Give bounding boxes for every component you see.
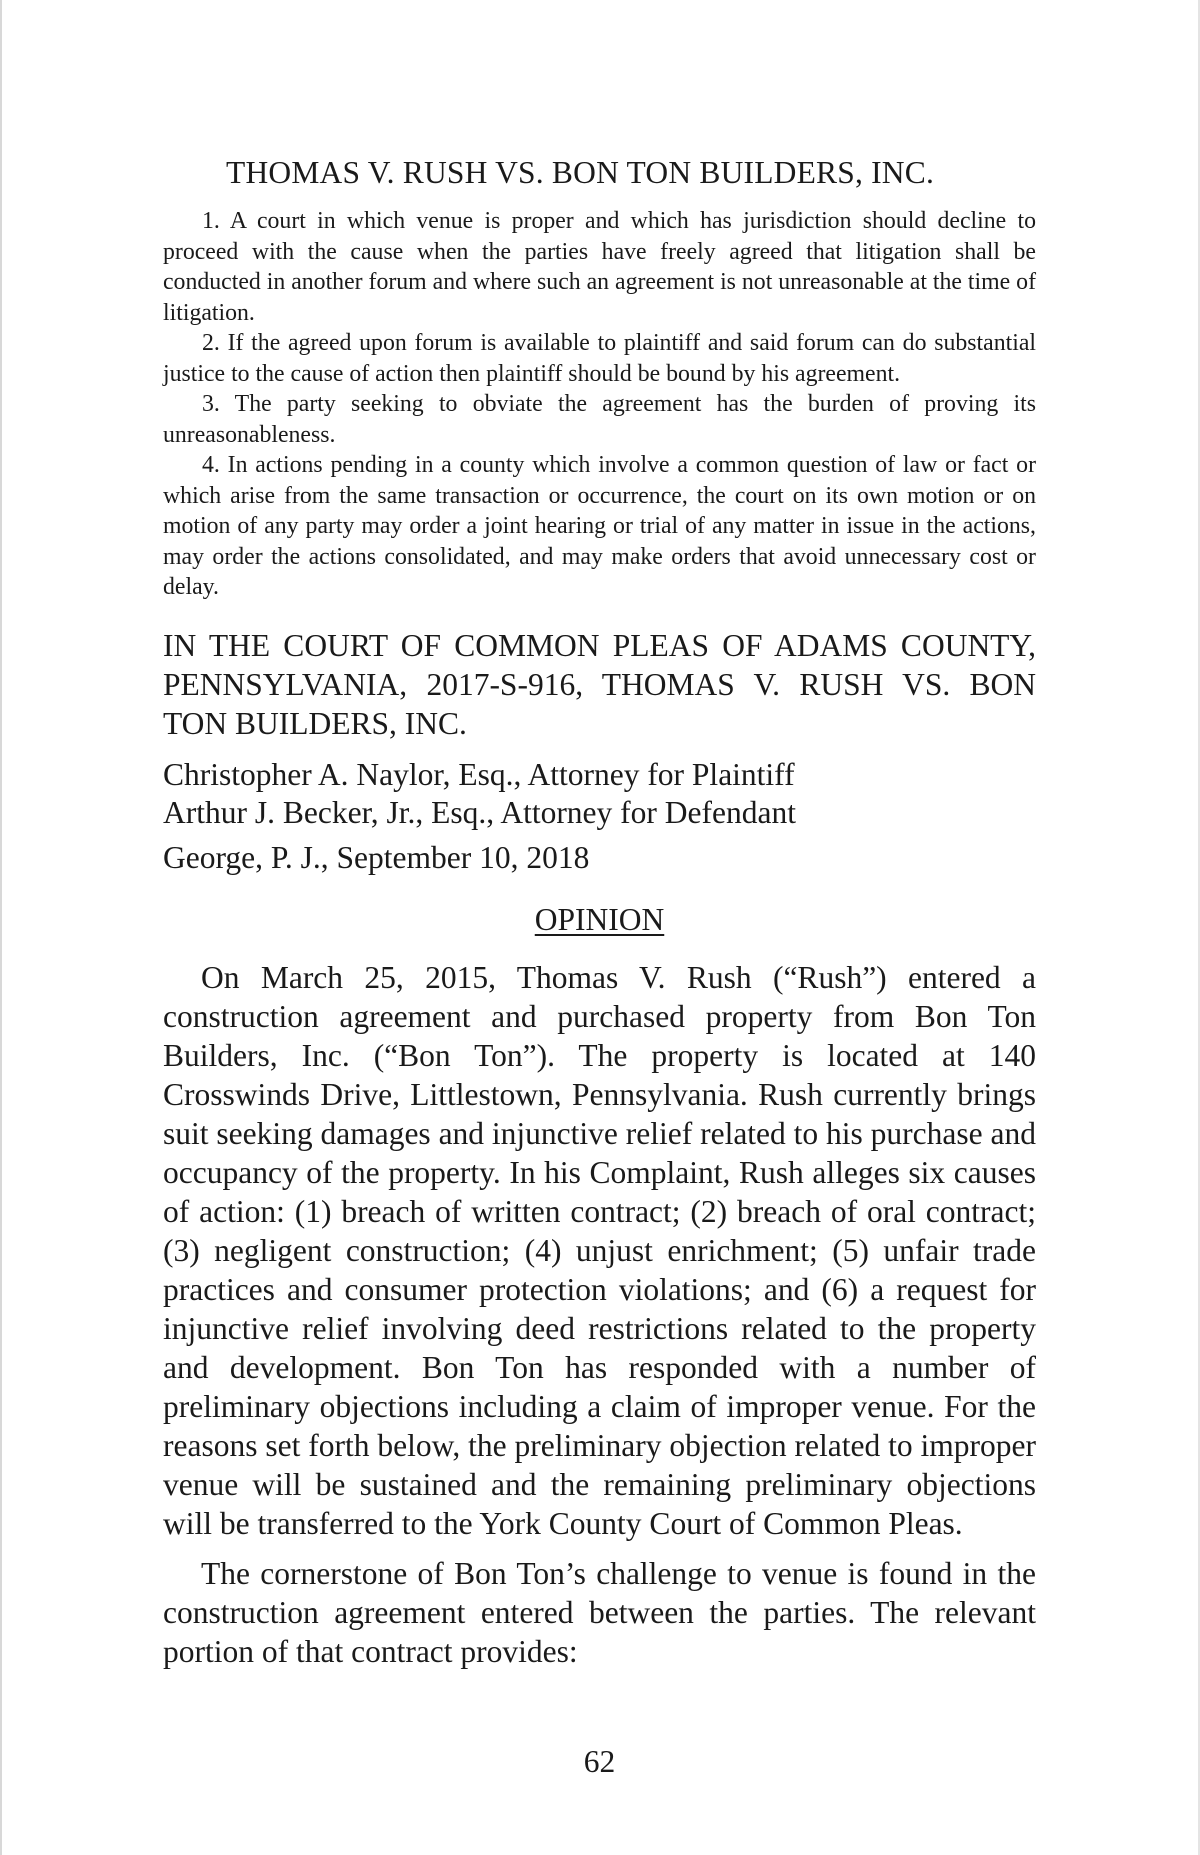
opinion-heading [163, 900, 1036, 940]
judge-date-line: George, P. J., September 10, 2018 [163, 840, 590, 875]
syllabus-point-1: 1. A court in which venue is proper and which has jurisdiction should decline to proceed with the cause when the parties have freely agreed that litigation shall be conducted in another forum and where such an agreement is not unreasonable at the time of litigation. [163, 208, 1036, 326]
counsel-block [163, 756, 1036, 831]
body-paragraph-2: The cornerstone of Bon Ton’s challenge to venue is found in the construction agreement entered between the parties. The relevant portion of that contract provides: [163, 1556, 1036, 1669]
defendant-attorney: Arthur J. Becker, Jr., Esq., Attorney for Defendant [163, 794, 796, 830]
opinion-body [163, 958, 1036, 1671]
syllabus-point-2: 2. If the agreed upon forum is available to plaintiff and said forum can do substantial justice to the cause of action then plaintiff should be bound by his agreement. [163, 330, 1036, 387]
plaintiff-attorney: Christopher A. Naylor, Esq., Attorney for Plaintiff [163, 757, 795, 792]
body-paragraph-1: On March 25, 2015, Thomas V. Rush (“Rush”) entered a construction agreement and purchased property from Bon Ton Builders, Inc. (“Bon Ton”). The property is located at 140 Crosswinds Drive, Littlestown, Pennsylvania. Rush currently brings suit seeking damages and injunctive relief related to his purchase and occupancy of the property. In his Complaint, Rush alleges six causes of action: (1) breach of written contract; (2) breach of oral contract; (3) negligent construction; (4) unjust enrichment; (5) unfair trade practices and consumer protection violations; and (6) a request for injunctive relief involving deed restrictions related to the property and development. Bon Ton has responded with a number of preliminary objections including a claim of improper venue. For the reasons set forth below, the preliminary objection related to improper venue will be sustained and the remaining preliminary objections will be transferred to the York County Court of Common Pleas. [163, 960, 1036, 1541]
running-head: THOMAS V. RUSH VS. BON TON BUILDERS, INC. [226, 155, 935, 190]
case-caption: IN THE COURT OF COMMON PLEAS OF ADAMS COUNTY, PENNSYLVANIA, 2017-S-916, THOMAS V. RUSH VS. BON TON BUILDERS, INC. [163, 628, 1036, 741]
syllabus [163, 206, 1036, 603]
page-number: 62 [583, 1744, 616, 1779]
syllabus-point-4: 4. In actions pending in a county which involve a common question of law or fact or which arise from the same transaction or occurrence, the court on its own motion or on motion of any party may order a joint hearing or trial of any matter in issue in the actions, may order the actions consolidated, and may make orders that avoid unnecessary cost or delay. [163, 452, 1036, 600]
opinion-heading-text: OPINION [534, 902, 665, 937]
syllabus-point-3: 3. The party seeking to obviate the agreement has the burden of proving its unreasonableness. [163, 391, 1036, 448]
